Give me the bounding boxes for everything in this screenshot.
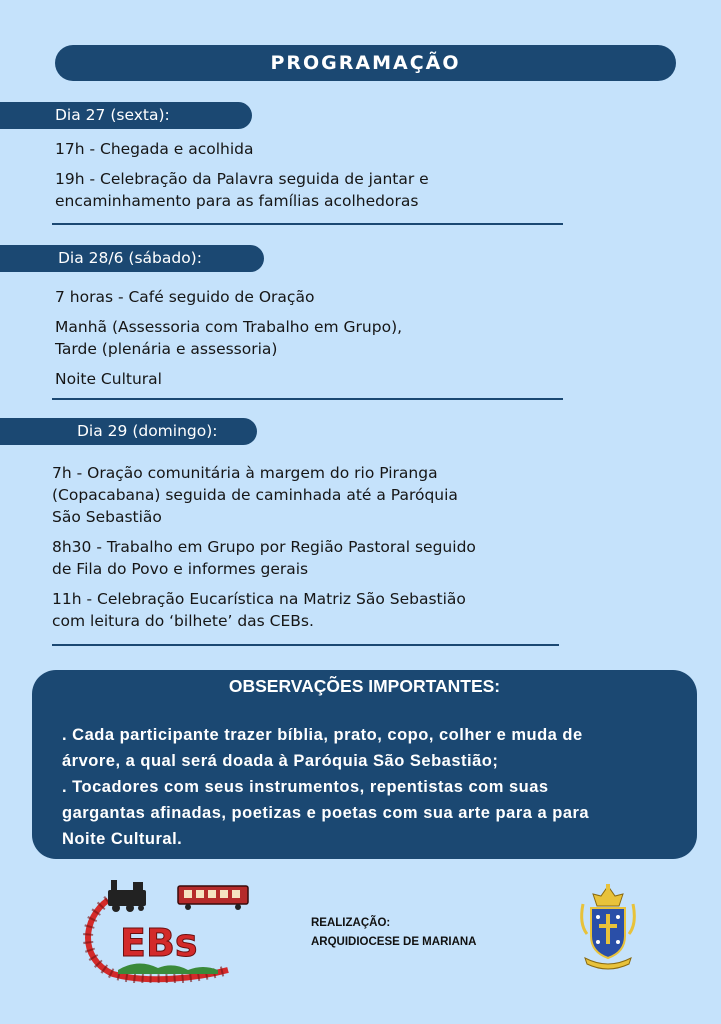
page-title: PROGRAMAÇÃO: [55, 45, 676, 81]
observation-line: Noite Cultural.: [62, 830, 183, 848]
ebs-logo: [78, 878, 253, 983]
observations-title: OBSERVAÇÕES IMPORTANTES:: [228, 676, 501, 696]
schedule-item: 19h - Celebração da Palavra seguida de jantar e encaminhamento para as famílias acolhedoras: [55, 170, 429, 210]
section-divider: [52, 644, 559, 646]
day-29-tab: Dia 29 (domingo):: [0, 418, 257, 445]
day-28-tab: Dia 28/6 (sábado):: [0, 245, 264, 272]
day-27-tab: Dia 27 (sexta):: [0, 102, 252, 129]
observation-line: . Tocadores com seus instrumentos, repentistas com suas: [62, 778, 549, 796]
section-divider: [52, 398, 563, 400]
archdiocese-crest-icon: [575, 884, 641, 970]
schedule-item: 8h30 - Trabalho em Grupo por Região Pastoral seguido de Fila do Povo e informes gerais: [52, 538, 476, 578]
schedule-item: 11h - Celebração Eucarística na Matriz São Sebastião com leitura do ‘bilhete’ das CEBs.: [52, 590, 466, 630]
schedule-item: 7h - Oração comunitária à margem do rio Piranga (Copacabana) seguida de caminhada até a Paróquia São Sebastião: [52, 464, 458, 526]
schedule-item: Manhã (Assessoria com Trabalho em Grupo), Tarde (plenária e assessoria): [55, 318, 403, 358]
section-divider: [52, 223, 563, 225]
ebs-logo-text: EBs: [120, 921, 198, 965]
observation-line: gargantas afinadas, poetizas e poetas com sua arte para a para: [62, 804, 590, 822]
observation-line: árvore, a qual será doada à Paróquia São Sebastião;: [62, 752, 499, 770]
observations-box: [32, 670, 697, 859]
realizacao-credit: REALIZAÇÃO: ARQUIDIOCESE DE MARIANA: [311, 917, 477, 948]
schedule-item: 7 horas - Café seguido de Oração: [55, 288, 315, 306]
observation-line: . Cada participante trazer bíblia, prato, copo, colher e muda de: [62, 726, 583, 744]
schedule-item: Noite Cultural: [55, 370, 162, 388]
schedule-item: 17h - Chegada e acolhida: [55, 140, 254, 158]
